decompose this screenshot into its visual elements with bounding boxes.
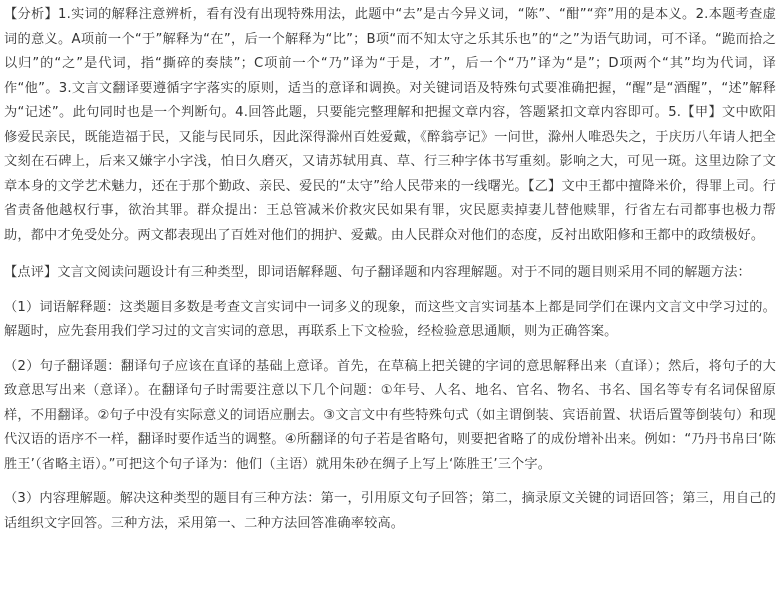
spacer — [4, 345, 776, 355]
comment-item-word-explanation: （1）词语解释题：这类题目多数是考查文言实词中一词多义的现象，而这些文言实词基本上都是同学们在课内文言文中学习过的。解题时，应先套用我们学习过的文言实词的意思，再联系上下文检验，经检验意思通顺，则为正确答案。 — [4, 299, 776, 339]
spacer — [4, 248, 776, 261]
comment-intro: 【点评】文言文阅读问题设计有三种类型，即词语解释题、句子翻译题和内容理解题。对于不同的题目则采用不同的解题方法： — [4, 265, 751, 280]
spacer — [4, 286, 776, 296]
analysis-paragraph: 【分析】1.实词的解释注意辨析，看有没有出现特殊用法，此题中“去”是古今异义词，“陈”、“酣”“弈”用的是本义。2.本题考查虚词的意义。A项前一个“于”解释为“在”，后一个解释为“比”；B项“而不知太守之乐其乐也”的“之”为语气助词，可不译。“跪而拾之以归”的“之”是代词，指“撕碎的奏牍”；C项前一个“乃”译为“于是，才”，后一个“乃”译为“是”；D项两个“其”均为代词，译作“他”。3.文言文翻译要遵循字字落实的原则，适当的意译和调换。对关键词语及特殊句式要准确把握，“醒”是“酒醒”，“述”解释为“记述”。此句同时也是一个判断句。4.回答此题，只要能完整理解和把握文章内容，答题紧扣文章内容即可。5.【甲】文中欧阳修爱民亲民，既能造福于民，又能与民同乐，因此深得滁州百姓爱戴，《醉翁亭记》一问世，滁州人唯恐失之，于庆历八年请人把全文刻在石碑上，后来又嫌字小字浅，怕日久磨灭，又请苏轼用真、草、行三种字体书写重刻。影响之大，可见一斑。这里边除了文章本身的文学艺术魅力，还在于那个勤政、亲民、爱民的“太守”给人民带来的一线曙光。【乙】文中王都中擅降米价，得罪上司。行省责备他越权行事，欲治其罪。群众提出：王总管减米价救灾民如果有罪，灾民愿卖掉妻儿替他赎罪，行省左右司都事也极力帮助，都中才免受处分。两文都表现出了百姓对他们的拥护、爱戴。由人民群众对他们的态度，反衬出欧阳修和王都中的政绩极好。 — [4, 7, 776, 243]
comment-item-content-understanding: （3）内容理解题。解决这种类型的题目有三种方法：第一，引用原文句子回答；第二，摘录原文关键的词语回答；第三，用自己的话组织文字回答。三种方法，采用第一、二种方法回答准确率较高。 — [4, 491, 776, 531]
comment-item-sentence-translation: （2）句子翻译题：翻译句子应该在直译的基础上意译。首先，在草稿上把关键的字词的意思解释出来（直译）；然后，将句子的大致意思写出来（意译）。在翻译句子时需要注意以下几个问题：①年号、人名、地名、官名、物名、书名、国名等专有名词保留原样，不用翻译。②句子中没有实际意义的词语应删去。③文言文中有些特殊句式（如主谓倒装、宾语前置、状语后置等倒装句）和现代汉语的语序不一样，翻译时要作适当的调整。④所翻译的句子若是省略句，则要把省略了的成份增补出来。例如：“乃丹书帛曰‘陈胜王’（省略主语）。”可把这个句子译为：他们（主语）就用朱砂在绸子上写上‘陈胜王’三个字。 — [4, 358, 776, 472]
spacer — [4, 477, 776, 487]
